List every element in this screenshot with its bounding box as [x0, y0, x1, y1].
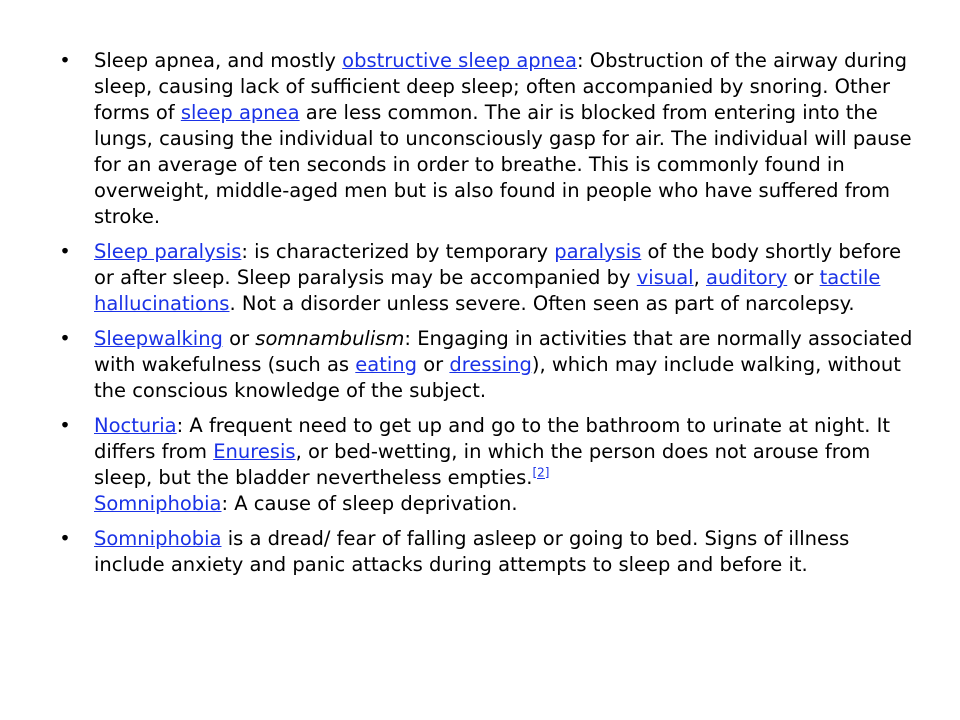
link-obstructive-sleep-apnea[interactable]: obstructive sleep apnea [342, 49, 577, 72]
text: : Obstruction of the airway during sleep, causing lack of sufficient deep sleep; often accompanied by snoring. Other forms of [94, 49, 908, 124]
text: : A cause of sleep deprivation. [221, 492, 518, 515]
link-enuresis[interactable]: Enuresis [213, 440, 296, 463]
bullet-list [58, 48, 918, 578]
text: or [417, 353, 450, 376]
text-emphasis: somnambulism [255, 327, 405, 350]
bullet-icon: • [59, 327, 71, 350]
link-somniphobia[interactable]: Somniphobia [94, 527, 222, 550]
text: : is characterized by temporary [241, 240, 555, 263]
link-hallucinations[interactable]: hallucinations [94, 292, 230, 315]
text: of the body shortly before or after sleep. Sleep paralysis may be accompanied by [94, 240, 902, 289]
link-nocturia[interactable]: Nocturia [94, 414, 177, 437]
link-sleepwalking[interactable]: Sleepwalking [94, 327, 223, 350]
text: : A frequent need to get up and go to the bathroom to urinate at night. It differs from [94, 414, 890, 463]
text: Sleep apnea, and mostly [94, 49, 343, 72]
text: . Not a disorder unless severe. Often seen as part of narcolepsy. [229, 292, 855, 315]
text: or [787, 266, 820, 289]
list-item-somniphobia [58, 526, 918, 578]
text: is a dread/ fear of falling asleep or going to bed. Signs of illness include anxiety and panic attacks during attempts to sleep and before it. [94, 527, 850, 576]
text: : Engaging in activities that are normally associated with wakefulness (such as [94, 327, 913, 376]
bullet-icon: • [59, 414, 71, 437]
link-sleep-paralysis[interactable]: Sleep paralysis [94, 240, 242, 263]
text: are less common. The air is blocked from entering into the lungs, causing the individual to unconsciously gasp for air. The individual will pause for an average of ten seconds in order to breathe. This is commonly found in overweight, middle-aged men but is also found in people who have suffered from stroke. [94, 101, 912, 228]
bullet-icon: • [59, 49, 71, 72]
list-item-sleep-apnea [58, 48, 918, 230]
link-paralysis[interactable]: paralysis [554, 240, 642, 263]
text: , [693, 266, 706, 289]
link-sleep-apnea[interactable]: sleep apnea [180, 101, 300, 124]
text: or [222, 327, 256, 350]
bullet-icon: • [59, 527, 71, 550]
link-tactile[interactable]: tactile [819, 266, 881, 289]
list-item-sleep-paralysis [58, 239, 918, 317]
link-dressing[interactable]: dressing [449, 353, 532, 376]
link-somniphobia[interactable]: Somniphobia [94, 492, 222, 515]
link-visual[interactable]: visual [636, 266, 694, 289]
list-item-sleepwalking [58, 326, 918, 404]
slide-content [58, 48, 918, 587]
link-auditory[interactable]: auditory [706, 266, 788, 289]
text: , or bed-wetting, in which the person does not arouse from sleep, but the bladder nevertheless empties. [94, 440, 871, 489]
text: ), which may include walking, without the conscious knowledge of the subject. [94, 353, 901, 402]
bullet-icon: • [59, 240, 71, 263]
link-eating[interactable]: eating [355, 353, 418, 376]
reference-link[interactable]: [2] [532, 465, 550, 480]
list-item-nocturia [58, 413, 918, 517]
